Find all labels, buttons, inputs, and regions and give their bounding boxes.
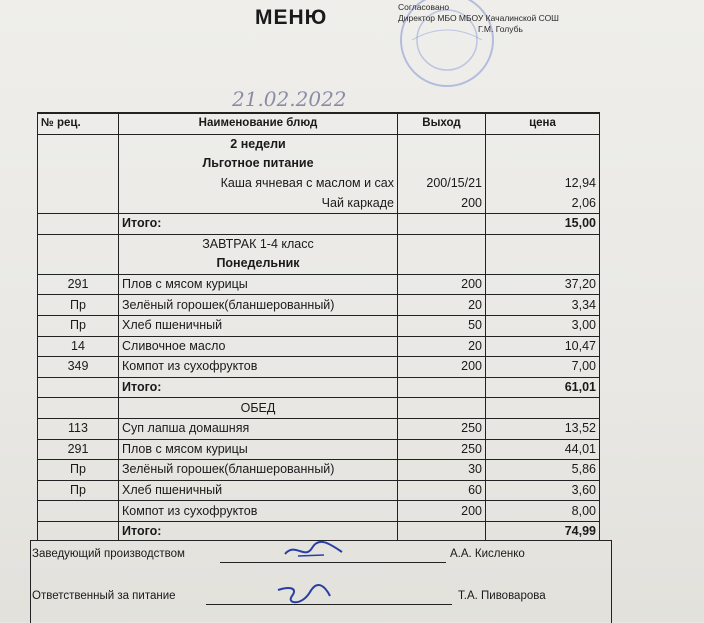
- section-title-lunch: ОБЕД: [119, 398, 398, 419]
- footer-resp-name: Т.А. Пивоварова: [458, 590, 546, 602]
- footer-resp-label: Ответственный за питание: [32, 590, 176, 602]
- footer-head-label: Заведующий производством: [32, 548, 185, 560]
- total-value: 15,00: [486, 213, 600, 234]
- week-label: 2 недели: [119, 134, 398, 154]
- signature-line: [220, 562, 446, 563]
- table-row: [38, 315, 600, 336]
- item-name: Каша ячневая с маслом и сах: [119, 174, 398, 194]
- item-name: Плов с мясом курицы: [119, 274, 398, 295]
- table-row: [38, 439, 600, 460]
- item-recipe-no: Пр: [38, 315, 119, 336]
- item-name: Чай каркаде: [119, 193, 398, 213]
- item-output: 250: [398, 418, 486, 439]
- approval-line-3: Г.М. Голубь: [478, 24, 523, 34]
- approval-block: [398, 2, 559, 35]
- column-header-recipe: № рец.: [38, 113, 119, 134]
- item-recipe-no: 113: [38, 418, 119, 439]
- item-name: Зелёный горошек(бланшерованный): [119, 460, 398, 481]
- item-price: 13,52: [486, 418, 600, 439]
- item-output: 250: [398, 439, 486, 460]
- item-price: 3,34: [486, 295, 600, 316]
- item-output: 20: [398, 336, 486, 357]
- handwritten-date: [228, 86, 418, 112]
- column-header-price: цена: [486, 113, 600, 134]
- item-output: 60: [398, 480, 486, 501]
- item-name: Зелёный горошек(бланшерованный): [119, 295, 398, 316]
- item-recipe-no: Пр: [38, 480, 119, 501]
- table-row: [38, 357, 600, 378]
- table-row: [38, 460, 600, 481]
- item-price: 3,60: [486, 480, 600, 501]
- table-row: [38, 134, 600, 154]
- item-recipe-no: [38, 174, 119, 194]
- item-name: Сливочное масло: [119, 336, 398, 357]
- total-row: [38, 213, 600, 234]
- approval-line-2: Директор МБО МБОУ Качалинской СОШ: [398, 13, 559, 23]
- total-row: [38, 521, 600, 541]
- table-row: [38, 336, 600, 357]
- section-title-breakfast: ЗАВТРАК 1-4 класс: [119, 234, 398, 254]
- item-output: 200: [398, 501, 486, 522]
- item-price: 5,86: [486, 460, 600, 481]
- item-output: 200: [398, 193, 486, 213]
- menu-table: [37, 112, 600, 541]
- item-output: 50: [398, 315, 486, 336]
- signature-icon: [270, 582, 340, 610]
- item-price: 10,47: [486, 336, 600, 357]
- table-row: [38, 274, 600, 295]
- total-label: Итого:: [119, 213, 398, 234]
- approval-line-1: Согласовано: [398, 2, 450, 12]
- table-row: [38, 254, 600, 274]
- total-row: [38, 377, 600, 398]
- item-price: 44,01: [486, 439, 600, 460]
- item-recipe-no: Пр: [38, 295, 119, 316]
- total-value: 61,01: [486, 377, 600, 398]
- item-name: Хлеб пшеничный: [119, 315, 398, 336]
- day-label: Понедельник: [119, 254, 398, 274]
- total-label: Итого:: [119, 377, 398, 398]
- table-row: [38, 418, 600, 439]
- item-price: 12,94: [486, 174, 600, 194]
- item-price: 2,06: [486, 193, 600, 213]
- table-row: [38, 154, 600, 174]
- total-label: Итого:: [119, 521, 398, 541]
- item-name: Плов с мясом курицы: [119, 439, 398, 460]
- item-recipe-no: 14: [38, 336, 119, 357]
- item-recipe-no: 349: [38, 357, 119, 378]
- table-row: [38, 174, 600, 194]
- table-row: [38, 295, 600, 316]
- table-row: [38, 193, 600, 213]
- item-name: Хлеб пшеничный: [119, 480, 398, 501]
- table-row: [38, 501, 600, 522]
- item-recipe-no: 291: [38, 274, 119, 295]
- item-price: 37,20: [486, 274, 600, 295]
- item-recipe-no: [38, 193, 119, 213]
- item-recipe-no: [38, 501, 119, 522]
- item-output: 200/15/21: [398, 174, 486, 194]
- document-title: МЕНЮ: [255, 6, 328, 29]
- table-header-row: [38, 113, 600, 134]
- total-value: 74,99: [486, 521, 600, 541]
- date-text: 21.02.2022: [232, 87, 347, 111]
- item-output: 30: [398, 460, 486, 481]
- item-output: 200: [398, 357, 486, 378]
- footer-head-name: А.А. Кисленко: [450, 548, 525, 560]
- item-name: Суп лапша домашняя: [119, 418, 398, 439]
- signature-icon: [280, 540, 350, 562]
- item-price: 3,00: [486, 315, 600, 336]
- item-recipe-no: Пр: [38, 460, 119, 481]
- item-price: 8,00: [486, 501, 600, 522]
- table-row: [38, 480, 600, 501]
- column-header-name: Наименование блюд: [119, 113, 398, 134]
- column-header-output: Выход: [398, 113, 486, 134]
- table-row: [38, 234, 600, 254]
- item-name: Компот из сухофруктов: [119, 501, 398, 522]
- section-title-benefit: Льготное питание: [119, 154, 398, 174]
- item-price: 7,00: [486, 357, 600, 378]
- item-recipe-no: 291: [38, 439, 119, 460]
- item-output: 20: [398, 295, 486, 316]
- item-output: 200: [398, 274, 486, 295]
- item-name: Компот из сухофруктов: [119, 357, 398, 378]
- table-row: [38, 398, 600, 419]
